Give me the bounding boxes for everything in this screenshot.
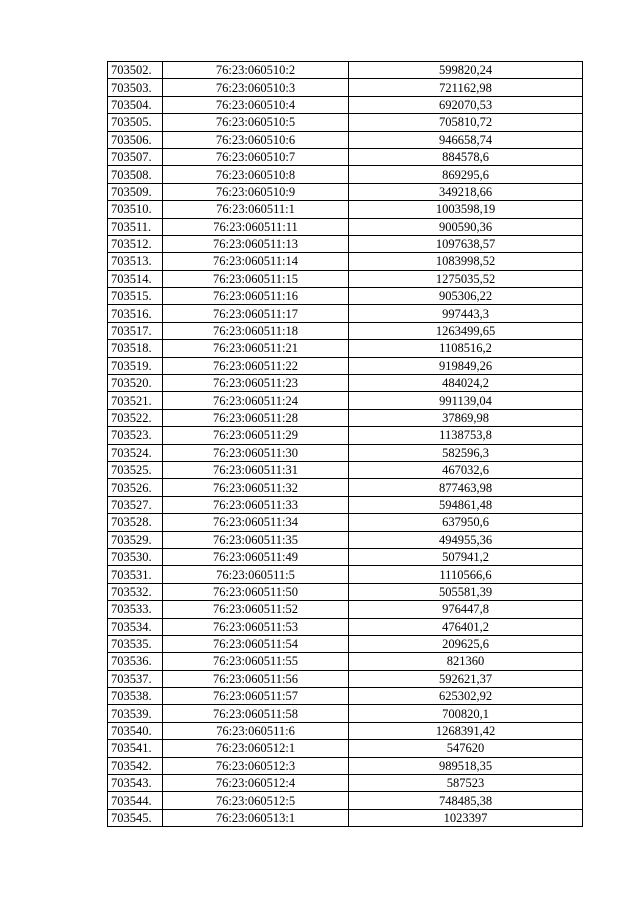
row-number-cell: 703543. — [108, 775, 163, 792]
cadastral-value-cell: 1263499,65 — [349, 322, 583, 339]
row-number-cell: 703519. — [108, 357, 163, 374]
cadastral-number-cell: 76:23:060510:6 — [163, 131, 349, 148]
table-row — [108, 670, 583, 687]
row-number-cell: 703524. — [108, 444, 163, 461]
table-row — [108, 148, 583, 165]
cadastral-number-cell: 76:23:060512:3 — [163, 757, 349, 774]
cadastral-value-cell: 989518,35 — [349, 757, 583, 774]
table-row — [108, 705, 583, 722]
cadastral-value-cell: 821360 — [349, 653, 583, 670]
cadastral-value-cell: 1083998,52 — [349, 253, 583, 270]
cadastral-value-cell: 1108516,2 — [349, 340, 583, 357]
row-number-cell: 703502. — [108, 62, 163, 79]
table-row — [108, 131, 583, 148]
table-row — [108, 618, 583, 635]
cadastral-value-cell: 748485,38 — [349, 792, 583, 809]
cadastral-number-cell: 76:23:060511:16 — [163, 288, 349, 305]
cadastral-number-cell: 76:23:060511:34 — [163, 514, 349, 531]
row-number-cell: 703506. — [108, 131, 163, 148]
cadastral-value-cell: 1110566,6 — [349, 566, 583, 583]
row-number-cell: 703518. — [108, 340, 163, 357]
cadastral-number-cell: 76:23:060510:4 — [163, 96, 349, 113]
cadastral-value-cell: 976447,8 — [349, 601, 583, 618]
row-number-cell: 703530. — [108, 548, 163, 565]
table-row — [108, 340, 583, 357]
row-number-cell: 703533. — [108, 601, 163, 618]
cadastral-value-cell: 625302,92 — [349, 688, 583, 705]
table-row — [108, 722, 583, 739]
cadastral-number-cell: 76:23:060511:29 — [163, 427, 349, 444]
cadastral-number-cell: 76:23:060511:18 — [163, 322, 349, 339]
cadastral-number-cell: 76:23:060511:23 — [163, 375, 349, 392]
cadastral-number-cell: 76:23:060512:1 — [163, 740, 349, 757]
table-row — [108, 514, 583, 531]
cadastral-number-cell: 76:23:060511:22 — [163, 357, 349, 374]
cadastral-number-cell: 76:23:060511:11 — [163, 218, 349, 235]
table-row — [108, 183, 583, 200]
cadastral-value-cell: 884578,6 — [349, 148, 583, 165]
table-row — [108, 775, 583, 792]
table-row — [108, 461, 583, 478]
row-number-cell: 703505. — [108, 114, 163, 131]
table-row — [108, 166, 583, 183]
row-number-cell: 703545. — [108, 809, 163, 826]
table-row — [108, 62, 583, 79]
cadastral-number-cell: 76:23:060511:57 — [163, 688, 349, 705]
cadastral-number-cell: 76:23:060511:32 — [163, 479, 349, 496]
row-number-cell: 703503. — [108, 79, 163, 96]
cadastral-number-cell: 76:23:060511:35 — [163, 531, 349, 548]
row-number-cell: 703534. — [108, 618, 163, 635]
cadastral-value-cell: 946658,74 — [349, 131, 583, 148]
cadastral-value-cell: 349218,66 — [349, 183, 583, 200]
row-number-cell: 703527. — [108, 496, 163, 513]
table-row — [108, 288, 583, 305]
row-number-cell: 703525. — [108, 461, 163, 478]
row-number-cell: 703528. — [108, 514, 163, 531]
cadastral-value-cell: 1023397 — [349, 809, 583, 826]
table-row — [108, 444, 583, 461]
table-row — [108, 740, 583, 757]
cadastral-value-cell: 900590,36 — [349, 218, 583, 235]
row-number-cell: 703511. — [108, 218, 163, 235]
cadastral-number-cell: 76:23:060510:3 — [163, 79, 349, 96]
cadastral-value-table — [107, 61, 583, 827]
row-number-cell: 703521. — [108, 392, 163, 409]
table-row — [108, 757, 583, 774]
cadastral-number-cell: 76:23:060511:14 — [163, 253, 349, 270]
cadastral-value-cell: 637950,6 — [349, 514, 583, 531]
row-number-cell: 703537. — [108, 670, 163, 687]
cadastral-value-cell: 592621,37 — [349, 670, 583, 687]
cadastral-number-cell: 76:23:060512:4 — [163, 775, 349, 792]
cadastral-value-cell: 869295,6 — [349, 166, 583, 183]
cadastral-value-cell: 507941,2 — [349, 548, 583, 565]
cadastral-value-cell: 997443,3 — [349, 305, 583, 322]
row-number-cell: 703517. — [108, 322, 163, 339]
table-row — [108, 253, 583, 270]
table-row — [108, 653, 583, 670]
table-row — [108, 479, 583, 496]
table-row — [108, 688, 583, 705]
cadastral-value-cell: 1097638,57 — [349, 235, 583, 252]
row-number-cell: 703522. — [108, 409, 163, 426]
table-row — [108, 392, 583, 409]
row-number-cell: 703541. — [108, 740, 163, 757]
row-number-cell: 703535. — [108, 635, 163, 652]
row-number-cell: 703509. — [108, 183, 163, 200]
cadastral-number-cell: 76:23:060511:13 — [163, 235, 349, 252]
cadastral-value-cell: 582596,3 — [349, 444, 583, 461]
row-number-cell: 703532. — [108, 583, 163, 600]
row-number-cell: 703523. — [108, 427, 163, 444]
cadastral-value-cell: 705810,72 — [349, 114, 583, 131]
row-number-cell: 703531. — [108, 566, 163, 583]
cadastral-value-cell: 587523 — [349, 775, 583, 792]
cadastral-value-cell: 547620 — [349, 740, 583, 757]
row-number-cell: 703544. — [108, 792, 163, 809]
row-number-cell: 703513. — [108, 253, 163, 270]
cadastral-number-cell: 76:23:060511:56 — [163, 670, 349, 687]
cadastral-value-cell: 919849,26 — [349, 357, 583, 374]
table-row — [108, 496, 583, 513]
cadastral-value-cell: 505581,39 — [349, 583, 583, 600]
cadastral-value-cell: 594861,48 — [349, 496, 583, 513]
cadastral-number-cell: 76:23:060511:33 — [163, 496, 349, 513]
cadastral-number-cell: 76:23:060511:55 — [163, 653, 349, 670]
table-row — [108, 96, 583, 113]
cadastral-number-cell: 76:23:060511:30 — [163, 444, 349, 461]
cadastral-value-cell: 476401,2 — [349, 618, 583, 635]
cadastral-value-cell: 484024,2 — [349, 375, 583, 392]
cadastral-value-cell: 209625,6 — [349, 635, 583, 652]
cadastral-number-cell: 76:23:060510:7 — [163, 148, 349, 165]
table-row — [108, 583, 583, 600]
cadastral-number-cell: 76:23:060512:5 — [163, 792, 349, 809]
cadastral-number-cell: 76:23:060511:52 — [163, 601, 349, 618]
table-row — [108, 548, 583, 565]
table-row — [108, 218, 583, 235]
table-row — [108, 601, 583, 618]
row-number-cell: 703542. — [108, 757, 163, 774]
cadastral-number-cell: 76:23:060511:6 — [163, 722, 349, 739]
table-row — [108, 270, 583, 287]
row-number-cell: 703526. — [108, 479, 163, 496]
cadastral-value-cell: 877463,98 — [349, 479, 583, 496]
cadastral-number-cell: 76:23:060511:31 — [163, 461, 349, 478]
cadastral-number-cell: 76:23:060511:15 — [163, 270, 349, 287]
table-row — [108, 114, 583, 131]
table-row — [108, 635, 583, 652]
cadastral-number-cell: 76:23:060511:28 — [163, 409, 349, 426]
cadastral-number-cell: 76:23:060511:17 — [163, 305, 349, 322]
table-row — [108, 531, 583, 548]
cadastral-number-cell: 76:23:060511:58 — [163, 705, 349, 722]
table-row — [108, 792, 583, 809]
table-row — [108, 566, 583, 583]
cadastral-number-cell: 76:23:060510:2 — [163, 62, 349, 79]
cadastral-value-cell: 1138753,8 — [349, 427, 583, 444]
row-number-cell: 703520. — [108, 375, 163, 392]
row-number-cell: 703538. — [108, 688, 163, 705]
table-row — [108, 409, 583, 426]
cadastral-value-cell: 692070,53 — [349, 96, 583, 113]
table-row — [108, 322, 583, 339]
cadastral-number-cell: 76:23:060511:50 — [163, 583, 349, 600]
row-number-cell: 703536. — [108, 653, 163, 670]
cadastral-value-cell: 991139,04 — [349, 392, 583, 409]
table-row — [108, 305, 583, 322]
row-number-cell: 703512. — [108, 235, 163, 252]
row-number-cell: 703539. — [108, 705, 163, 722]
cadastral-number-cell: 76:23:060511:53 — [163, 618, 349, 635]
cadastral-number-cell: 76:23:060510:5 — [163, 114, 349, 131]
cadastral-number-cell: 76:23:060510:8 — [163, 166, 349, 183]
row-number-cell: 703516. — [108, 305, 163, 322]
row-number-cell: 703540. — [108, 722, 163, 739]
cadastral-value-cell: 721162,98 — [349, 79, 583, 96]
cadastral-number-cell: 76:23:060511:49 — [163, 548, 349, 565]
cadastral-value-cell: 599820,24 — [349, 62, 583, 79]
table-row — [108, 375, 583, 392]
row-number-cell: 703507. — [108, 148, 163, 165]
table-row — [108, 357, 583, 374]
table-body — [108, 62, 583, 827]
row-number-cell: 703515. — [108, 288, 163, 305]
table-row — [108, 427, 583, 444]
cadastral-number-cell: 76:23:060513:1 — [163, 809, 349, 826]
cadastral-value-cell: 700820,1 — [349, 705, 583, 722]
cadastral-number-cell: 76:23:060511:54 — [163, 635, 349, 652]
cadastral-value-cell: 37869,98 — [349, 409, 583, 426]
row-number-cell: 703510. — [108, 201, 163, 218]
cadastral-value-cell: 1003598,19 — [349, 201, 583, 218]
row-number-cell: 703514. — [108, 270, 163, 287]
table-row — [108, 201, 583, 218]
table-row — [108, 79, 583, 96]
row-number-cell: 703504. — [108, 96, 163, 113]
cadastral-value-cell: 1275035,52 — [349, 270, 583, 287]
cadastral-number-cell: 76:23:060511:21 — [163, 340, 349, 357]
cadastral-value-cell: 905306,22 — [349, 288, 583, 305]
table-row — [108, 235, 583, 252]
cadastral-number-cell: 76:23:060511:5 — [163, 566, 349, 583]
cadastral-value-cell: 1268391,42 — [349, 722, 583, 739]
cadastral-number-cell: 76:23:060510:9 — [163, 183, 349, 200]
table-row — [108, 809, 583, 826]
cadastral-value-cell: 494955,36 — [349, 531, 583, 548]
cadastral-number-cell: 76:23:060511:1 — [163, 201, 349, 218]
row-number-cell: 703529. — [108, 531, 163, 548]
cadastral-value-cell: 467032,6 — [349, 461, 583, 478]
cadastral-number-cell: 76:23:060511:24 — [163, 392, 349, 409]
row-number-cell: 703508. — [108, 166, 163, 183]
